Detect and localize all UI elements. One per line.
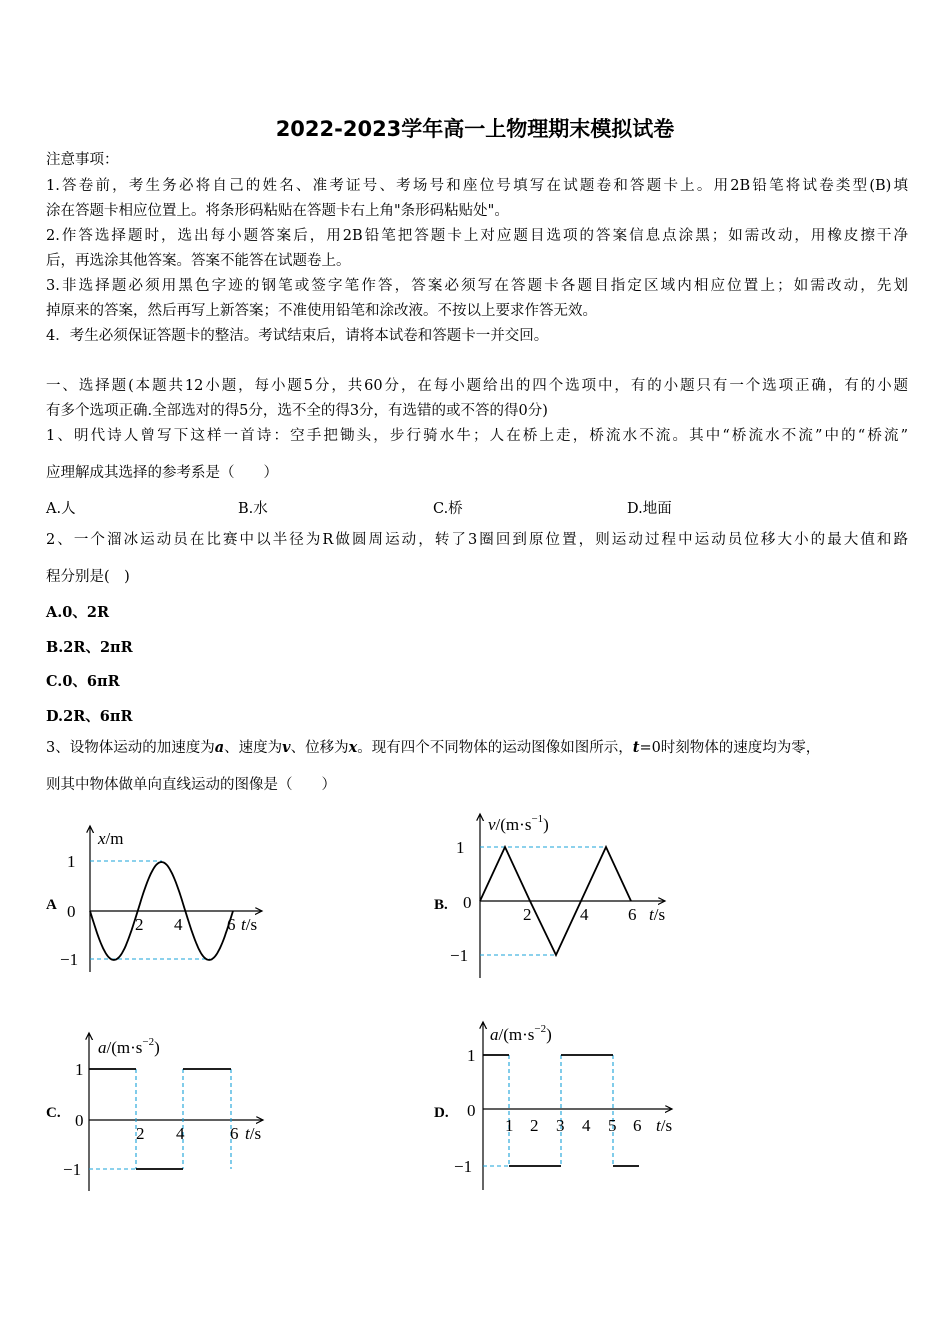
graph-a-tick-x: 4 [174,915,183,934]
graph-c-tick-x: 4 [176,1124,185,1143]
section-1-intro-line-1: 一、选择题(本题共12小题，每小题5分，共60分，在每小题给出的四个选项中，有的小题只有一个选项正确，有的小题 [46,378,908,394]
question-1-option-d: D.地面 [627,501,672,517]
graph-a-label: A [46,897,57,913]
question-1-option-b: B.水 [238,501,268,517]
question-1-line-2: 应理解成其选择的参考系是（ ） [46,465,278,481]
graph-d-tick-y-neg: −1 [454,1157,473,1176]
question-2-option-d: D.2R、6πR [46,708,133,725]
graph-a-tick-x: 2 [135,915,144,934]
q3-var-a: a [214,739,225,756]
graph-b-x-label: t/s [649,905,666,924]
question-2-option-b: B.2R、2πR [46,639,133,656]
graph-b-y-label: $v/(m\cdot s^{-1})$ [488,813,549,834]
question-2-line-1: 2、一个溜冰运动员在比赛中以半径为R做圆周运动，转了3圈回到原位置，则运动过程中运动员位移大小的最大值和路 [46,532,908,548]
graph-d [450,1016,695,1196]
graph-c-tick-zero: 0 [75,1111,84,1130]
question-2-option-a: A.0、2R [46,604,110,621]
graph-b [450,808,690,983]
question-2-option-c: C.0、6πR [46,673,120,690]
graph-b-label: B. [434,897,448,913]
graph-a-tick-x: 6 [227,915,236,934]
graph-c-tick-y-neg: −1 [63,1160,82,1179]
graph-d-tick-x: 2 [530,1116,539,1135]
graph-b-tick-zero: 0 [463,893,472,912]
notice-item-1-line-2: 涂在答题卡相应位置上。将条形码粘贴在答题卡右上角"条形码粘贴处"。 [46,203,509,219]
graph-b-tick-x: 2 [523,905,532,924]
q3-text-d: 。现有四个不同物体的运动图像如图所示， [357,740,633,756]
question-1-option-a: A.人 [46,501,76,517]
graph-a-y-label: x/m [98,829,124,848]
question-3-line-1 [46,738,908,758]
graph-d-tick-y-pos: 1 [467,1046,476,1065]
graph-d-tick-x: 1 [505,1116,514,1135]
notice-item-1-line-1: 1.答卷前，考生务必将自己的姓名、准考证号、考场号和座位号填写在试题卷和答题卡上。用2B铅笔将试卷类型(B)填 [46,178,908,194]
graph-a-tick-y-pos: 1 [67,852,76,871]
graph-b-tick-y-neg: −1 [450,946,469,965]
graph-d-tick-x: 5 [608,1116,617,1135]
graph-a-tick-y-neg: −1 [60,950,79,969]
graph-d-tick-x: 6 [633,1116,642,1135]
question-1-option-c: C.桥 [433,501,463,517]
graph-d-label: D. [434,1105,449,1121]
notice-item-3-line-1: 3.非选择题必须用黑色字迹的钢笔或签字笔作答，答案必须写在答题卡各题目指定区域内相应位置上；如需改动，先划 [46,278,908,294]
graph-a [55,812,285,982]
q3-var-t: t [632,739,640,756]
notice-item-4: 4．考生必须保证答题卡的整洁。考试结束后，请将本试卷和答题卡一并交回。 [46,328,549,344]
graph-c [58,1027,283,1197]
q3-text-a: 3、设物体运动的加速度为 [46,740,215,756]
graph-d-y-label: $a/(m\cdot s^{-2})$ [490,1023,552,1044]
graph-d-tick-x: 4 [582,1116,591,1135]
q3-text-e: =0时刻物体的速度均为零， [639,740,821,756]
notice-item-3-line-2: 掉原来的答案，然后再写上新答案；不准使用铅笔和涂改液。不按以上要求作答无效。 [46,303,597,319]
question-2-line-2: 程分别是( ) [46,569,130,585]
q3-var-v: v [282,739,291,756]
graph-c-y-label: $a/(m\cdot s^{-2})$ [98,1036,160,1057]
graph-c-tick-y-pos: 1 [75,1060,84,1079]
graph-c-x-label: t/s [245,1124,262,1143]
graph-b-tick-x: 4 [580,905,589,924]
graph-d-tick-zero: 0 [467,1101,476,1120]
notice-item-2-line-2: 后，再选涂其他答案。答案不能答在试题卷上。 [46,253,351,269]
question-3-line-2: 则其中物体做单向直线运动的图像是（ ） [46,777,336,793]
exam-title: 2022-2023学年高一上物理期末模拟试卷 [275,117,675,141]
q3-var-x: x [348,739,358,756]
notice-heading: 注意事项： [46,152,119,168]
graph-c-tick-x: 6 [230,1124,239,1143]
graph-c-label: C. [46,1105,61,1121]
q3-text-b: 、速度为 [224,740,283,756]
section-1-intro-line-2: 有多个选项正确.全部选对的得5分，选不全的得3分，有选错的或不答的得0分) [46,403,548,419]
q3-text-c: 、位移为 [290,740,349,756]
graph-d-tick-x: 3 [556,1116,565,1135]
graph-d-x-label: t/s [656,1116,673,1135]
graph-c-tick-x: 2 [136,1124,145,1143]
notice-item-2-line-1: 2.作答选择题时，选出每小题答案后，用2B铅笔把答题卡上对应题目选项的答案信息点涂黑；如需改动，用橡皮擦干净 [46,228,908,244]
graph-a-tick-zero: 0 [67,902,76,921]
question-1-line-1: 1、明代诗人曾写下这样一首诗：空手把锄头，步行骑水牛；人在桥上走，桥流水不流。其中“桥流水不流”中的“桥流” [46,428,908,444]
graph-b-tick-x: 6 [628,905,637,924]
graph-b-tick-y-pos: 1 [456,838,465,857]
graph-a-x-label: t/s [241,915,258,934]
